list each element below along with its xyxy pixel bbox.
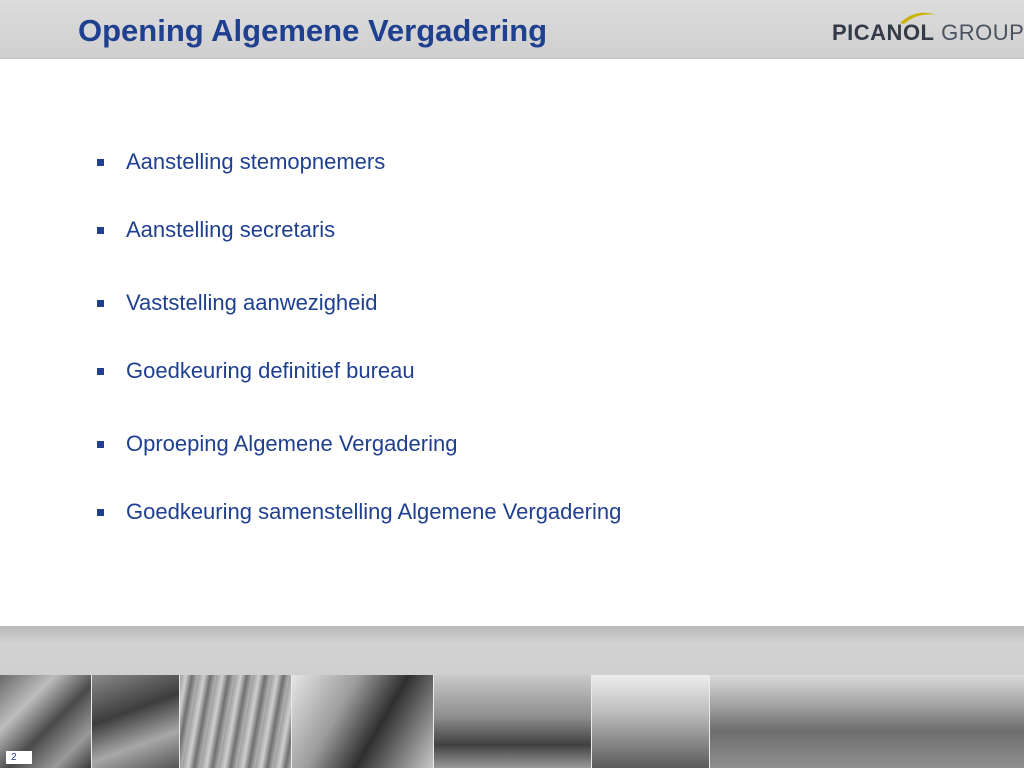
loom-photo: [180, 675, 292, 768]
bullet-marker-icon: [97, 441, 104, 448]
page-number: 2: [6, 751, 32, 764]
agenda-item-text: Vaststelling aanwezigheid: [126, 290, 378, 315]
industrial-photo: [292, 675, 434, 768]
slide-title: Opening Algemene Vergadering: [78, 13, 548, 48]
factory-hall-photo: [434, 675, 592, 768]
logo-text: [832, 20, 1024, 46]
bullet-marker-icon: [97, 368, 104, 375]
bullet-marker-icon: [97, 227, 104, 234]
agenda-item-text: Goedkeuring definitief bureau: [126, 358, 415, 383]
logo-suffix: GROUP: [941, 20, 1024, 45]
footer-band: [0, 626, 1024, 676]
workers-photo: [92, 675, 180, 768]
warehouse-photo: [592, 675, 710, 768]
agenda-item-text: Oproeping Algemene Vergadering: [126, 431, 458, 456]
bullet-marker-icon: [97, 159, 104, 166]
agenda-item-text: Goedkeuring samenstelling Algemene Vergadering: [126, 499, 622, 524]
agenda-item-text: Aanstelling stemopnemers: [126, 149, 386, 174]
bullet-marker-icon: [97, 300, 104, 307]
header-band: [0, 0, 1024, 59]
bullet-marker-icon: [97, 509, 104, 516]
photo-strip: [0, 675, 1024, 768]
agenda-item-text: Aanstelling secretaris: [126, 217, 336, 242]
logo-brand: PICANOL: [832, 20, 935, 45]
production-line-photo: [710, 675, 1024, 768]
company-logo: [828, 14, 1024, 48]
